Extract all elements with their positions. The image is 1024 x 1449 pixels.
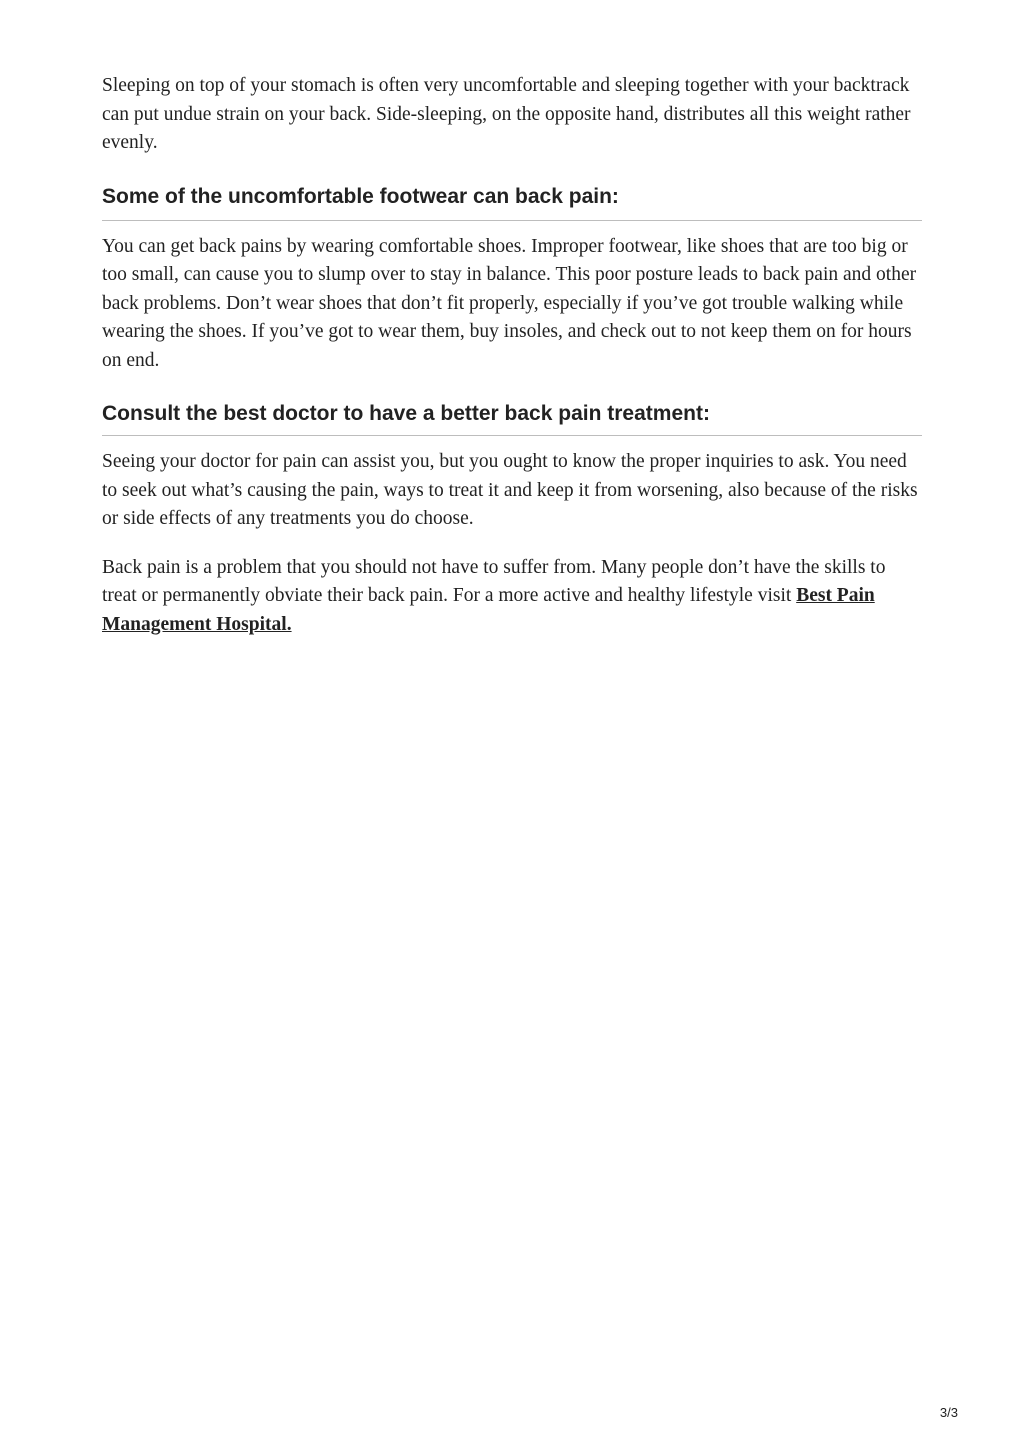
hospital-link[interactable]: Best Pain Management Hospital. [102, 585, 875, 635]
closing-text: Back pain is a problem that you should not have to suffer from. Many people don’t have the skills to treat or permanently obviate their back pain. For a more active and healthy lifestyle visit [102, 556, 886, 606]
doctor-divider [102, 435, 922, 436]
footwear-divider [102, 220, 922, 221]
page-number: 3/3 [939, 1405, 958, 1420]
footwear-paragraph: You can get back pains by wearing comfortable shoes. Improper footwear, like shoes that are too big or too small, can cause you to slump over to stay in balance. This poor posture leads to back pain and other back problems. Don’t wear shoes that don’t fit properly, especially if you’ve got trouble walking while wearing the shoes. If you’ve got to wear them, buy insoles, and check out to not keep them on for hours on end. [102, 235, 917, 371]
doctor-heading: Consult the best doctor to have a better back pain treatment: [102, 402, 710, 425]
doctor-paragraph: Seeing your doctor for pain can assist you, but you ought to know the proper inquiries to ask. You need to seek out what’s causing the pain, ways to treat it and keep it from worsening, also because of the risks or side effects of any treatments you do choose. [102, 451, 918, 529]
intro-paragraph: Sleeping on top of your stomach is often very uncomfortable and sleeping together with your backtrack can put undue strain on your back. Side-sleeping, on the opposite hand, distributes all this weight rather evenly. [102, 75, 911, 153]
footwear-heading: Some of the uncomfortable footwear can back pain: [102, 184, 619, 208]
closing-paragraph [102, 554, 922, 640]
article-body [102, 72, 922, 639]
